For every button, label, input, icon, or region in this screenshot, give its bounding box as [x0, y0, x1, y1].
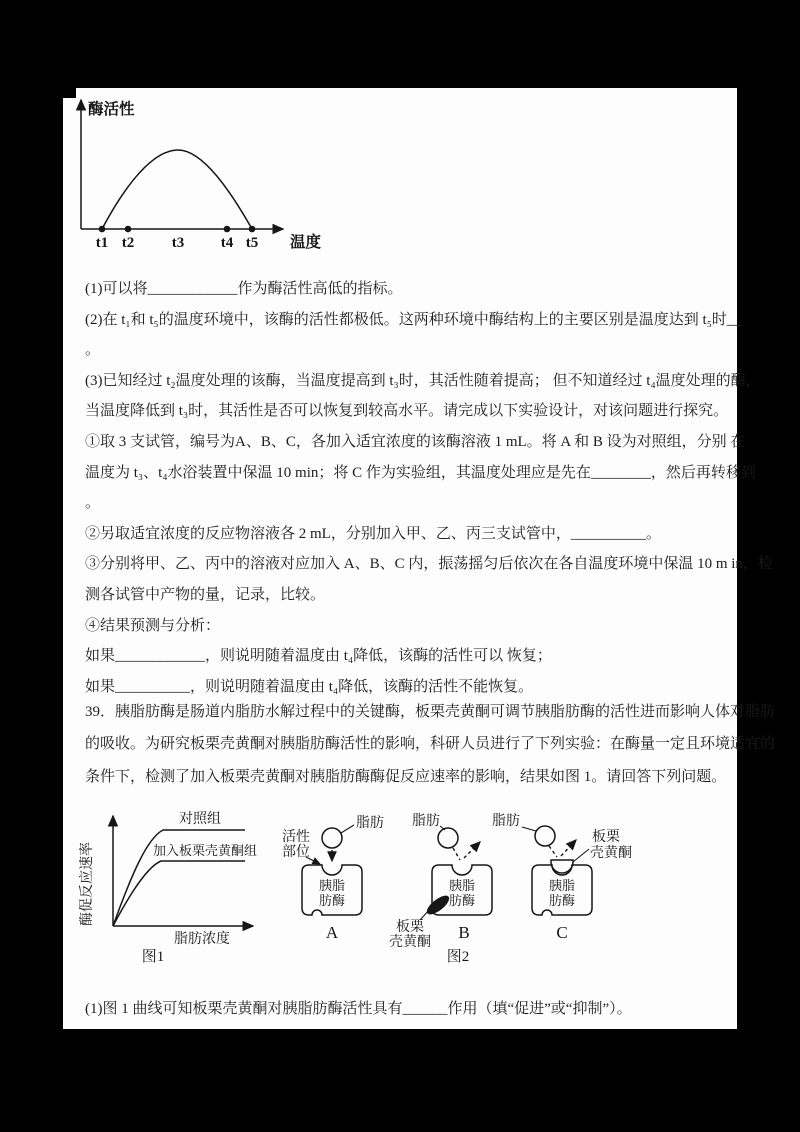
fat-label: 脂肪 — [356, 816, 384, 831]
panel-letter-b: B — [458, 923, 470, 942]
text-line: (3)已知经过 t₂温度处理的该酶，当温度提高到 t₃时，其活性随着提高； 但不知道经过 t₄温度处理的酶， — [85, 372, 761, 389]
fat-label: 脂肪 — [492, 814, 520, 829]
flavonoid-label-line1: 板栗 — [592, 830, 620, 845]
flavonoid-series-label: 加入板栗壳黄酮组 — [152, 843, 258, 858]
text-line: 。 — [85, 342, 101, 359]
text-line: 测各试管中产物的量，记录，比较。 — [85, 586, 326, 603]
fat-circle — [438, 828, 458, 848]
axis-dot-t2 — [125, 226, 132, 233]
flavonoid-label-line2: 壳黄酮 — [389, 935, 431, 950]
text-line: 。 — [85, 495, 101, 512]
fig2-caption: 图2 — [446, 949, 470, 965]
figure-1-rate-chart — [73, 804, 283, 972]
tick-label-t3: t3 — [171, 235, 185, 251]
y-axis-label: 酶活性 — [88, 101, 135, 118]
figure-2-enzyme-diagrams — [268, 800, 713, 972]
flavonoid-label-pointer — [573, 849, 589, 862]
axis-dot-t4 — [224, 226, 231, 233]
text-line: (2)在 t₁和 t₅的温度环境中，该酶的活性都极低。这两种环境中酶结构上的主要区别是温度达到 t₅时__ — [85, 311, 742, 328]
exam-page — [63, 88, 776, 1029]
text-line: (1)可以将____________作为酶活性高低的指标。 — [85, 281, 403, 297]
fig1-caption: 图1 — [141, 949, 165, 965]
panel-a — [282, 814, 384, 942]
fig1-x-axis-label: 脂肪浓度 — [174, 932, 230, 947]
enzyme-name-line1: 胰脂 — [448, 878, 476, 893]
flavonoid-label-line1: 板栗 — [396, 920, 424, 935]
text-line: 的吸收。为研究板栗壳黄酮对胰脂肪酶活性的影响，科研人员进行了下列实验：在酶量一定且环境适宜的 — [85, 736, 776, 753]
x-axis-label: 温度 — [290, 234, 322, 251]
fat-bounce-dashed-arrow — [561, 840, 576, 856]
question-39-part1: (1)图 1 曲线可知板栗壳黄酮对胰脂肪酶活性具有______作用（填“促进”或“抑制”）。 — [85, 1001, 632, 1017]
enzyme-name-line2: 肪酶 — [318, 893, 346, 908]
tick-label-t5: t5 — [245, 235, 259, 251]
question-39-text — [85, 696, 776, 793]
flavonoid-label-pointer — [420, 909, 430, 920]
fat-approach-dashed — [453, 848, 460, 860]
axis-dot-t5 — [249, 226, 256, 233]
fat-circle — [535, 826, 555, 846]
enzyme-name-line2: 肪酶 — [448, 893, 476, 908]
question-38-text — [85, 274, 773, 702]
fat-bounce-dashed-arrow — [464, 842, 480, 858]
enzyme-name-line2: 肪酶 — [548, 893, 576, 908]
text-line: ①取 3 支试管，编号为A、B、C，各加入适宜浓度的该酶溶液 1 mL。将 A 和 B 设为对照组，分别 在 — [85, 433, 746, 450]
text-line: ④结果预测与分析： — [85, 617, 221, 634]
fig1-y-axis-label: 酶促反应速率 — [80, 842, 95, 926]
enzyme-name-line1: 胰脂 — [548, 878, 576, 893]
panel-letter-c: C — [556, 923, 568, 942]
text-line: 条件下，检测了加入板栗壳黄酮对胰脂肪酶酶促反应速率的影响，结果如图 1。请回答下列问题。 — [85, 768, 727, 785]
fat-label: 脂肪 — [412, 814, 440, 829]
active-site-label-line2: 部位 — [282, 845, 310, 860]
text-line: 温度为 t₃、t₄水浴装置中保温 10 min；将 C 作为实验组，其温度处理应是先在________，然后再转移到 — [85, 464, 756, 481]
text-line: 当温度降低到 t₃时，其活性是否可以恢复到较高水平。请完成以下实验设计，对该问题进行探究。 — [85, 403, 729, 420]
fat-circle — [322, 828, 342, 848]
control-series-label: 对照组 — [179, 812, 221, 827]
flavonoid-label-line2: 壳黄酮 — [590, 846, 632, 861]
panel-b — [389, 812, 492, 950]
tick-label-t4: t4 — [220, 235, 234, 251]
enzyme-activity-temperature-graph — [71, 90, 326, 258]
text-line: ②另取适宜浓度的反应物溶液各 2 mL，分别加入甲、乙、丙三支试管中，__________。 — [85, 525, 661, 542]
panel-letter-a: A — [325, 923, 339, 942]
text-line: 如果____________，则说明随着温度由 t₄降低，该酶的活性可以 恢复； — [85, 648, 552, 665]
active-site-label-line1: 活性 — [282, 830, 310, 845]
flavonoid-inhibitor-ellipse — [424, 892, 452, 917]
axis-dot-t1 — [99, 226, 106, 233]
flavonoid-curve — [113, 861, 245, 926]
panel-c — [492, 812, 632, 942]
bell-curve — [102, 150, 252, 229]
text-line: 39．胰脂肪酶是肠道内脂肪水解过程中的关键酶，板栗壳黄酮可调节胰脂肪酶的活性进而影响人体对脂肪 — [85, 704, 776, 720]
fat-approach-dashed — [549, 846, 557, 857]
text-line: 如果__________，则说明随着温度由 t₄降低，该酶的活性不能恢复。 — [85, 678, 534, 695]
text-line: ③分别将甲、乙、丙中的溶液对应加入 A、B、C 内，振荡摇匀后依次在各自温度环境中保温 10 m in，检 — [85, 556, 773, 573]
fat-label-pointer — [341, 825, 354, 833]
tick-label-t2: t2 — [121, 235, 135, 251]
fat-label-pointer — [522, 827, 536, 831]
tick-label-t1: t1 — [95, 235, 109, 251]
enzyme-name-line1: 胰脂 — [318, 878, 346, 893]
